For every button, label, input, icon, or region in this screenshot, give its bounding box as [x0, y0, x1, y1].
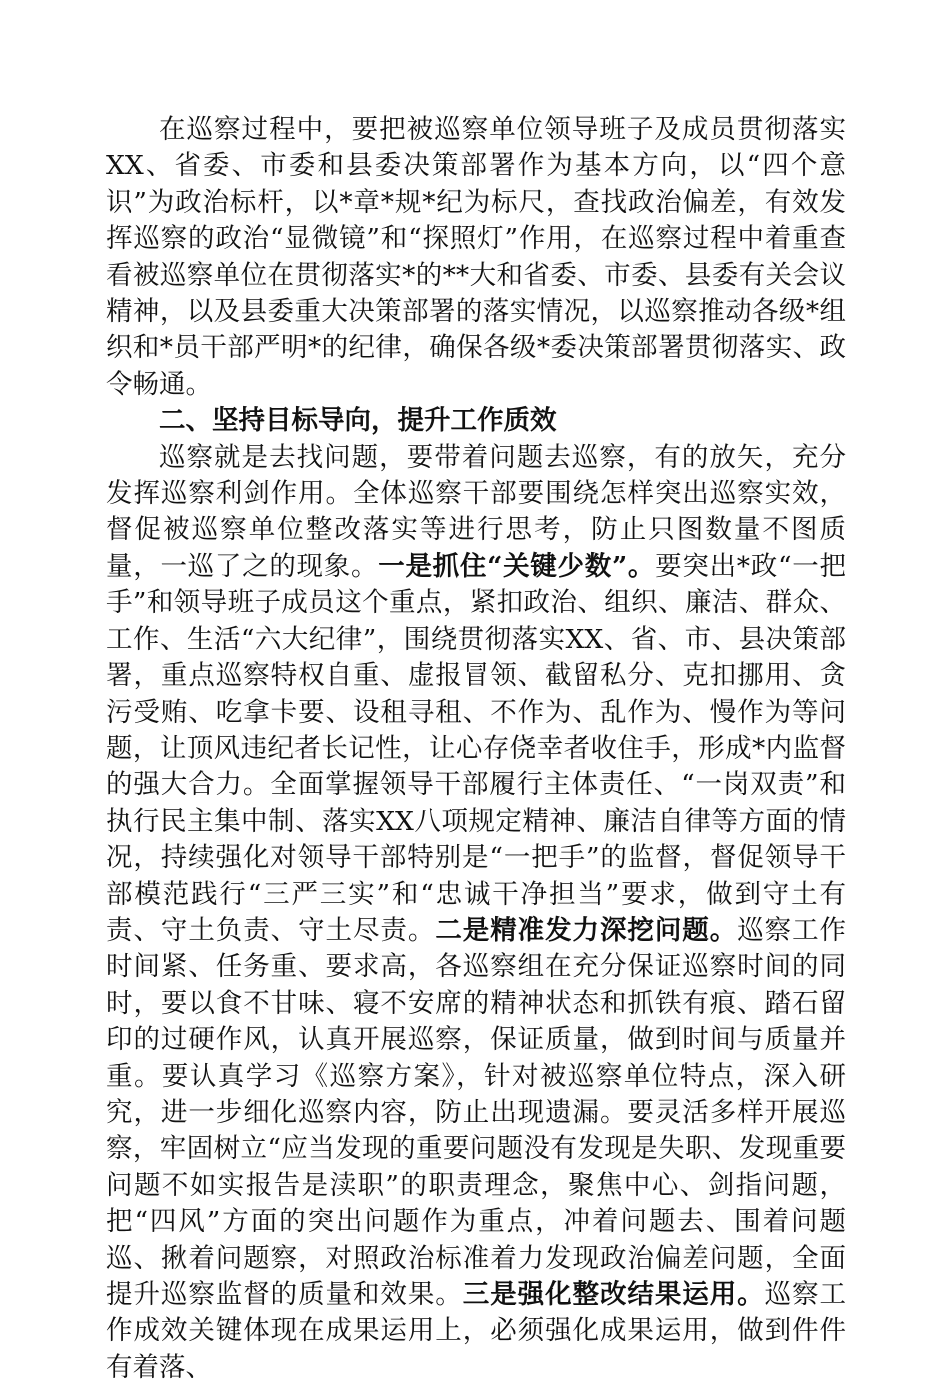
paragraph-2 — [106, 440, 846, 1386]
section-heading-2: 二、坚持目标导向，提升工作质效 — [159, 405, 557, 437]
point-3-title: 三是强化整改结果运用。 — [462, 1279, 765, 1310]
point-3-text: 巡察工作成效关键体现在成果运用上，必须强化成果运用，做到件件有着落、 — [106, 1279, 847, 1383]
document-body — [106, 112, 846, 1386]
paragraph-1: 在巡察过程中，要把被巡察单位领导班子及成员贯彻落实XX、省委、市委和县委决策部署作为基本方向，以“四个意识”为政治标杆，以*章*规*纪为标尺，查找政治偏差，有效发挥巡察的政治“显微镜”和“探照灯”作用，在巡察过程中着重查看被巡察单位在贯彻落实*的**大和省委、市委、县委有关会议精神，以及县委重大决策部署的落实情况，以巡察推动各级*组织和*员干部严明*的纪律，确保各级*委决策部署贯彻落实、政令畅通。 — [106, 114, 846, 400]
point-2-title: 二是精准发力深挖问题。 — [435, 914, 738, 946]
point-2-text: 巡察工作时间紧、任务重、要求高，各巡察组在充分保证巡察时间的同时，要以食不甘味、寝不安席的精神状态和抓铁有痕、踏石留印的过硬作风，认真开展巡察，保证质量，做到时间与质量并重。要认真学习《巡察方案》，针对被巡察单位特点，深入研究，进一步细化巡察内容，防止出现遗漏。要灵活多样开展巡察，牢固树立“应当发现的重要问题没有发现是失职、发现重要问题不如实报告是渎职”的职责理念，聚焦中心、剑指问题，把“四风”方面的突出问题作为重点，冲着问题去、围着问题巡、揪着问题察，对照政治标准着力发现政治偏差问题，全面提升巡察监督的质量和效果。 — [106, 914, 847, 1310]
point-1-title: 一是抓住“关键少数”。 — [378, 550, 656, 582]
point-1-text: 要突出*政“一把手”和领导班子成员这个重点，紧扣政治、组织、廉洁、群众、工作、生活“六大纪律”，围绕贯彻落实XX、省、市、县决策部署，重点巡察特权自重、虚报冒领、截留私分、克扣挪用、贪污受贿、吃拿卡要、设租寻租、不作为、乱作为、慢作为等问题，让顶风违纪者长记性，让心存侥幸者收住手，形成*内监督的强大合力。全面掌握领导干部履行主体责任、“一岗双责”和执行民主集中制、落实XX八项规定精神、廉洁自律等方面的情况，持续强化对领导干部特别是“一把手”的监督，督促领导干部模范践行“三严三实”和“忠诚干净担当”要求，做到守土有责、守土负责、守土尽责。 — [106, 550, 846, 946]
paragraph-2-intro: 巡察就是去找问题，要带着问题去巡察，有的放矢，充分发挥巡察利剑作用。全体巡察干部要围绕怎样突出巡察实效，督促被巡察单位整改落实等进行思考，防止只图数量不图质量，一巡了之的现象。 — [106, 441, 846, 582]
